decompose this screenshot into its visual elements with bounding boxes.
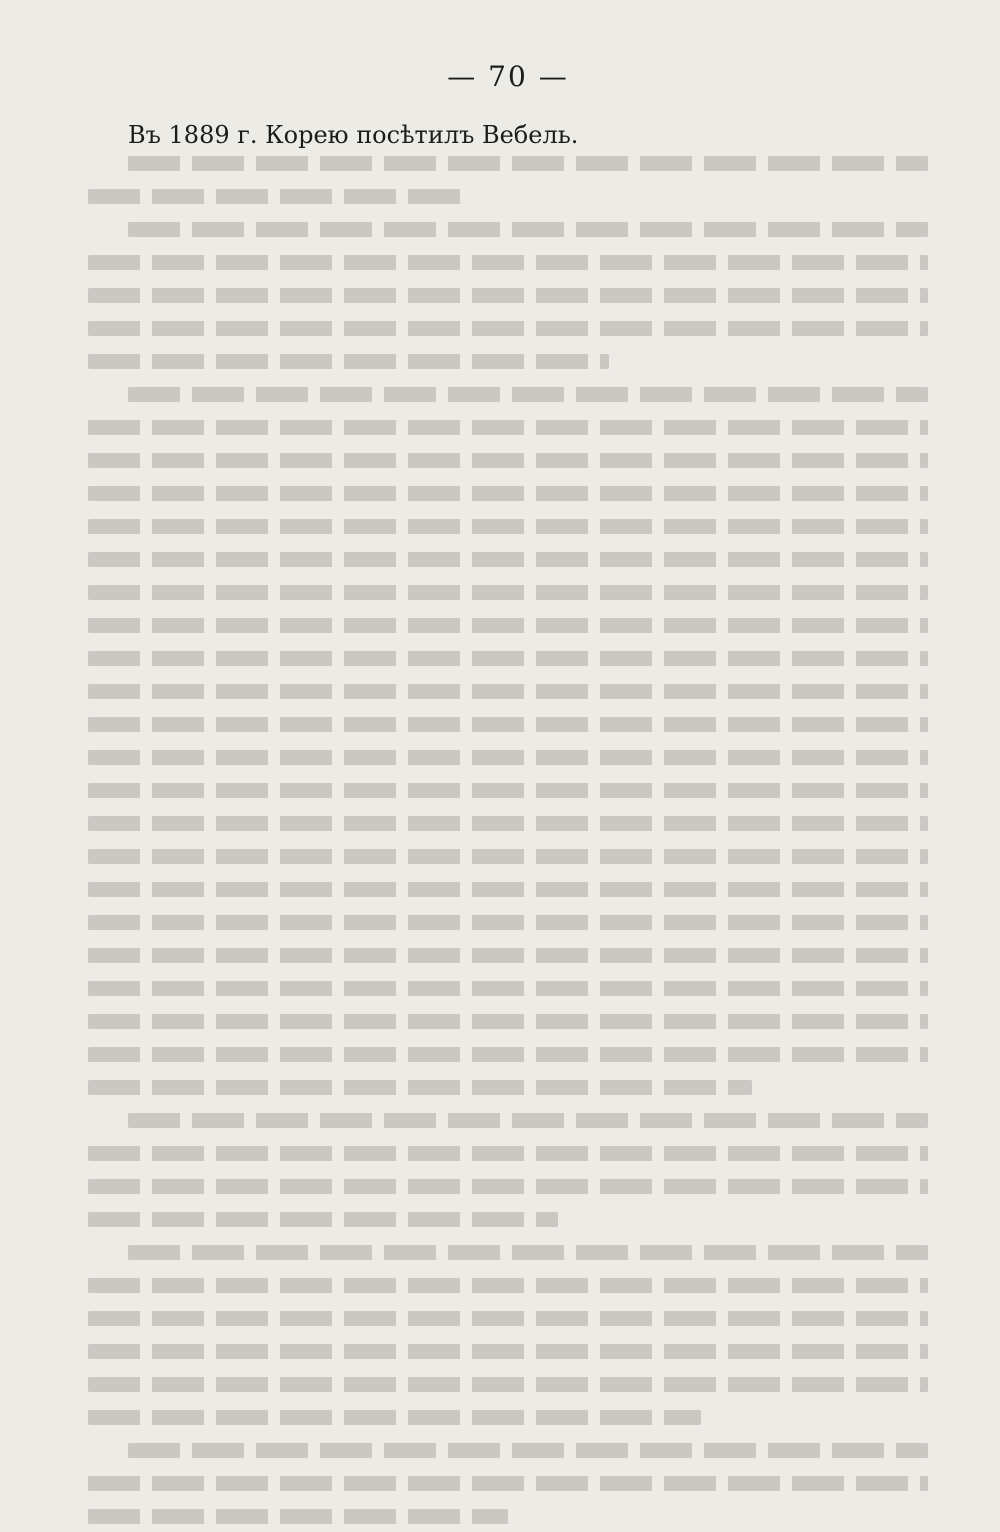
text-line-placeholder: [88, 420, 928, 435]
text-line-placeholder: [88, 288, 928, 303]
text-line-placeholder: [88, 717, 928, 732]
text-line-placeholder: [88, 783, 928, 798]
paragraph: [88, 156, 928, 204]
text-line-placeholder: [88, 1311, 928, 1326]
text-line-placeholder: [88, 255, 928, 270]
text-line-placeholder: [88, 1278, 928, 1293]
text-line-placeholder: [88, 1476, 928, 1491]
paragraph: [88, 222, 928, 369]
text-line-placeholder: [88, 321, 928, 336]
body-text: [88, 156, 928, 1524]
paragraph: [88, 1245, 928, 1425]
text-line-placeholder: [88, 1410, 701, 1425]
text-line-placeholder: [88, 1377, 928, 1392]
text-line-placeholder: [88, 684, 928, 699]
text-line-placeholder: [88, 882, 928, 897]
text-line-placeholder: [88, 849, 928, 864]
text-line-placeholder: [128, 156, 928, 171]
text-line-placeholder: [88, 1509, 508, 1524]
excerpt: Въ 1889 г. Корею посѣтилъ Вебель.: [128, 121, 579, 149]
text-line-placeholder: [88, 1146, 928, 1161]
text-line-placeholder: [88, 915, 928, 930]
text-line-placeholder: [88, 486, 928, 501]
text-line-placeholder: [88, 816, 928, 831]
paragraph: [88, 1113, 928, 1227]
text-line-placeholder: [88, 1212, 558, 1227]
text-line-placeholder: [88, 354, 609, 369]
text-line-placeholder: [88, 948, 928, 963]
text-line-placeholder: [128, 387, 928, 402]
text-line-placeholder: [88, 618, 928, 633]
paragraph: [88, 387, 928, 1095]
text-line-placeholder: [128, 1245, 928, 1260]
text-line-placeholder: [88, 453, 928, 468]
page-number: — 70 —: [447, 60, 569, 93]
text-line-placeholder: [88, 981, 928, 996]
text-line-placeholder: [88, 1014, 928, 1029]
text-line-placeholder: [88, 1179, 928, 1194]
text-line-placeholder: [88, 1344, 928, 1359]
text-line-placeholder: [128, 222, 928, 237]
text-line-placeholder: [88, 585, 928, 600]
text-line-placeholder: [88, 651, 928, 666]
text-line-placeholder: [88, 519, 928, 534]
paragraph: [88, 1443, 928, 1524]
text-line-placeholder: [88, 189, 466, 204]
text-line-placeholder: [88, 1047, 928, 1062]
text-line-placeholder: [88, 1080, 752, 1095]
text-line-placeholder: [88, 552, 928, 567]
text-line-placeholder: [128, 1113, 928, 1128]
text-line-placeholder: [128, 1443, 928, 1458]
text-line-placeholder: [88, 750, 928, 765]
